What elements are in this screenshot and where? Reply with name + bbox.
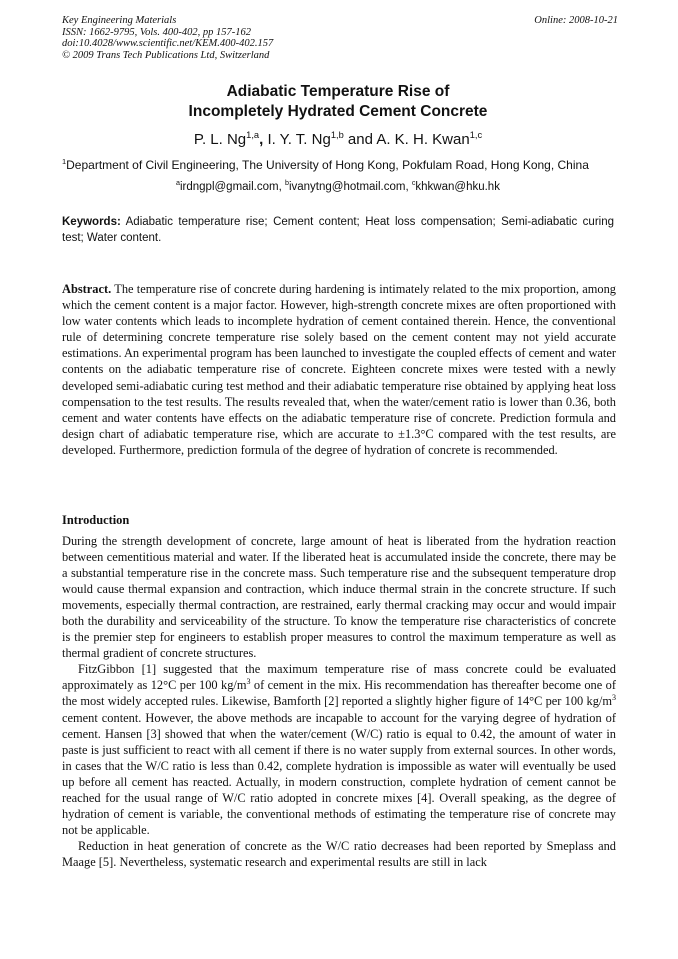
affiliation [62, 157, 622, 173]
author-1: P. L. Ng [193, 131, 247, 148]
journal-header [62, 15, 618, 61]
title-line-1: Adiabatic Temperature Rise of [226, 83, 450, 100]
email-a[interactable]: irdngpl@gmail.com [179, 181, 279, 193]
affiliation-sup: 1 [62, 157, 67, 166]
email-b[interactable]: ivanytng@hotmail.com [288, 181, 406, 193]
email-c[interactable]: khkwan@hku.hk [415, 181, 500, 193]
paragraph-2-part-3: cement content. However, the above methods are incapable to account for the varying degree of hydration of cement. Hansen [3] showed that when the water/cement (W/C) ratio is equal to 0.42, the amount of water in paste is just sufficient to react with all cement if there is no water supply from external sources. In other words, in cases that the W/C ratio is less than 0.42, complete hydration is impossible as water will eventually be used up before all cement has reacted. Actually, in modern construction, complete hydration of cement cannot be reached for the usual range of W/C ratio adopted in concrete mixes [4]. Overall speaking, as the degree of hydration of cement is variable, the conventional methods of estimating the temperature rise of concrete may not be applicable. [62, 710, 616, 837]
journal-name: Key Engineering Materials [62, 15, 177, 26]
email-sep-b: , [405, 181, 412, 193]
paragraph-2 [62, 661, 616, 838]
section-heading-introduction: Introduction [62, 513, 130, 527]
author-list [62, 130, 614, 150]
author-2-sup: 1,b [330, 130, 344, 140]
paragraph-3: Reduction in heat generation of concrete as the W/C ratio decreases had been reported by Smeplass and Maage [5]. Nevertheless, systematic research and experimental results are still in lack [62, 838, 616, 869]
issn-line: ISSN: 1662-9795, Vols. 400-402, pp 157-162 [62, 26, 251, 38]
email-sep-a: , [278, 181, 285, 193]
author-emails [62, 179, 614, 195]
author-sep-2: and [343, 131, 377, 148]
keywords-label: Keywords: [62, 216, 121, 228]
paragraph-1: During the strength development of concrete, large amount of heat is liberated from the hydration reaction between cementitious material and water. If the liberated heat is accumulated inside the concrete, there may be a substantial temperature rise in the concrete mass. Such temperature rise and the subsequent temperature drop would cause thermal expansion and contraction, which induce thermal strain in the concrete structure. If such movements, especially thermal contraction, are restrained, early thermal cracking may occur and would impair both the durability and serviceability of the structure. To know the temperature rise characteristics of concrete is the premier step for engineers to establish proper measures to control the maximum temperature as well as thermal gradient of concrete structures. [62, 534, 616, 661]
paper-title [62, 82, 614, 122]
doi-line: doi:10.4028/www.scientific.net/KEM.400-402.157 [62, 38, 274, 49]
superscript-3: 3 [611, 693, 616, 703]
title-line-2: Incompletely Hydrated Cement Concrete [188, 103, 488, 120]
abstract [62, 281, 616, 458]
keywords [62, 214, 614, 246]
author-1-sup: 1,a [246, 130, 260, 140]
superscript-3: 3 [246, 677, 251, 687]
author-2: I. Y. T. Ng [267, 131, 331, 148]
abstract-text: The temperature rise of concrete during hardening is intimately related to the mix proportion, among which the cement content is a major factor. However, high-strength concrete mixes are often proportioned with low water contents which leads to incomplete hydration of cement contained therein. Hence, the conventional rule of determining concrete temperature rise solely based on the cement content may not yield accurate estimations. An experimental program has been launched to investigate the coupled effects of cement and water contents on the adiabatic temperature rise of concrete. Eighteen concrete mixes were tested with a newly developed semi-adiabatic curing test method and their adiabatic temperature rise obtained by applying heat loss compensation to the test results. The results revealed that, when the water/cement ratio is lower than 0.36, both cement and water contents have effects on the adiabatic temperature rise of concrete. Prediction formula and design chart of adiabatic temperature rise, which are accurate to ±1.3°C compared with the test results, are developed. Furthermore, prediction formula of the degree of hydration of concrete is recommended. [62, 282, 616, 457]
author-3-sup: 1,c [469, 130, 483, 140]
email-sup-a: a [176, 179, 180, 188]
author-sep-1: , [259, 131, 268, 148]
online-date: Online: 2008-10-21 [534, 15, 618, 26]
email-sup-c: c [411, 179, 416, 188]
paragraph-2-part-2: of cement in the mix. His recommendation has thereafter become one of the most widely accepted rules. Likewise, Bamforth [2] reported a slightly higher figure of 14°C per 100 kg/m [62, 678, 616, 709]
paragraph-2-part-1: FitzGibbon [1] suggested that the maximum temperature rise of mass concrete could be evaluated approximately as 12°C per 100 kg/m [62, 662, 616, 693]
affiliation-text: Department of Civil Engineering, The University of Hong Kong, Pokfulam Road, Hong Kong, China [66, 158, 589, 172]
keywords-text: Adiabatic temperature rise; Cement content; Heat loss compensation; Semi-adiabatic curing test; Water content. [62, 216, 614, 244]
copyright-line: © 2009 Trans Tech Publications Ltd, Switzerland [62, 49, 270, 61]
abstract-label: Abstract. [62, 282, 112, 296]
author-3: A. K. H. Kwan [376, 131, 470, 148]
introduction-body [62, 533, 616, 870]
email-sup-b: b [284, 179, 289, 188]
